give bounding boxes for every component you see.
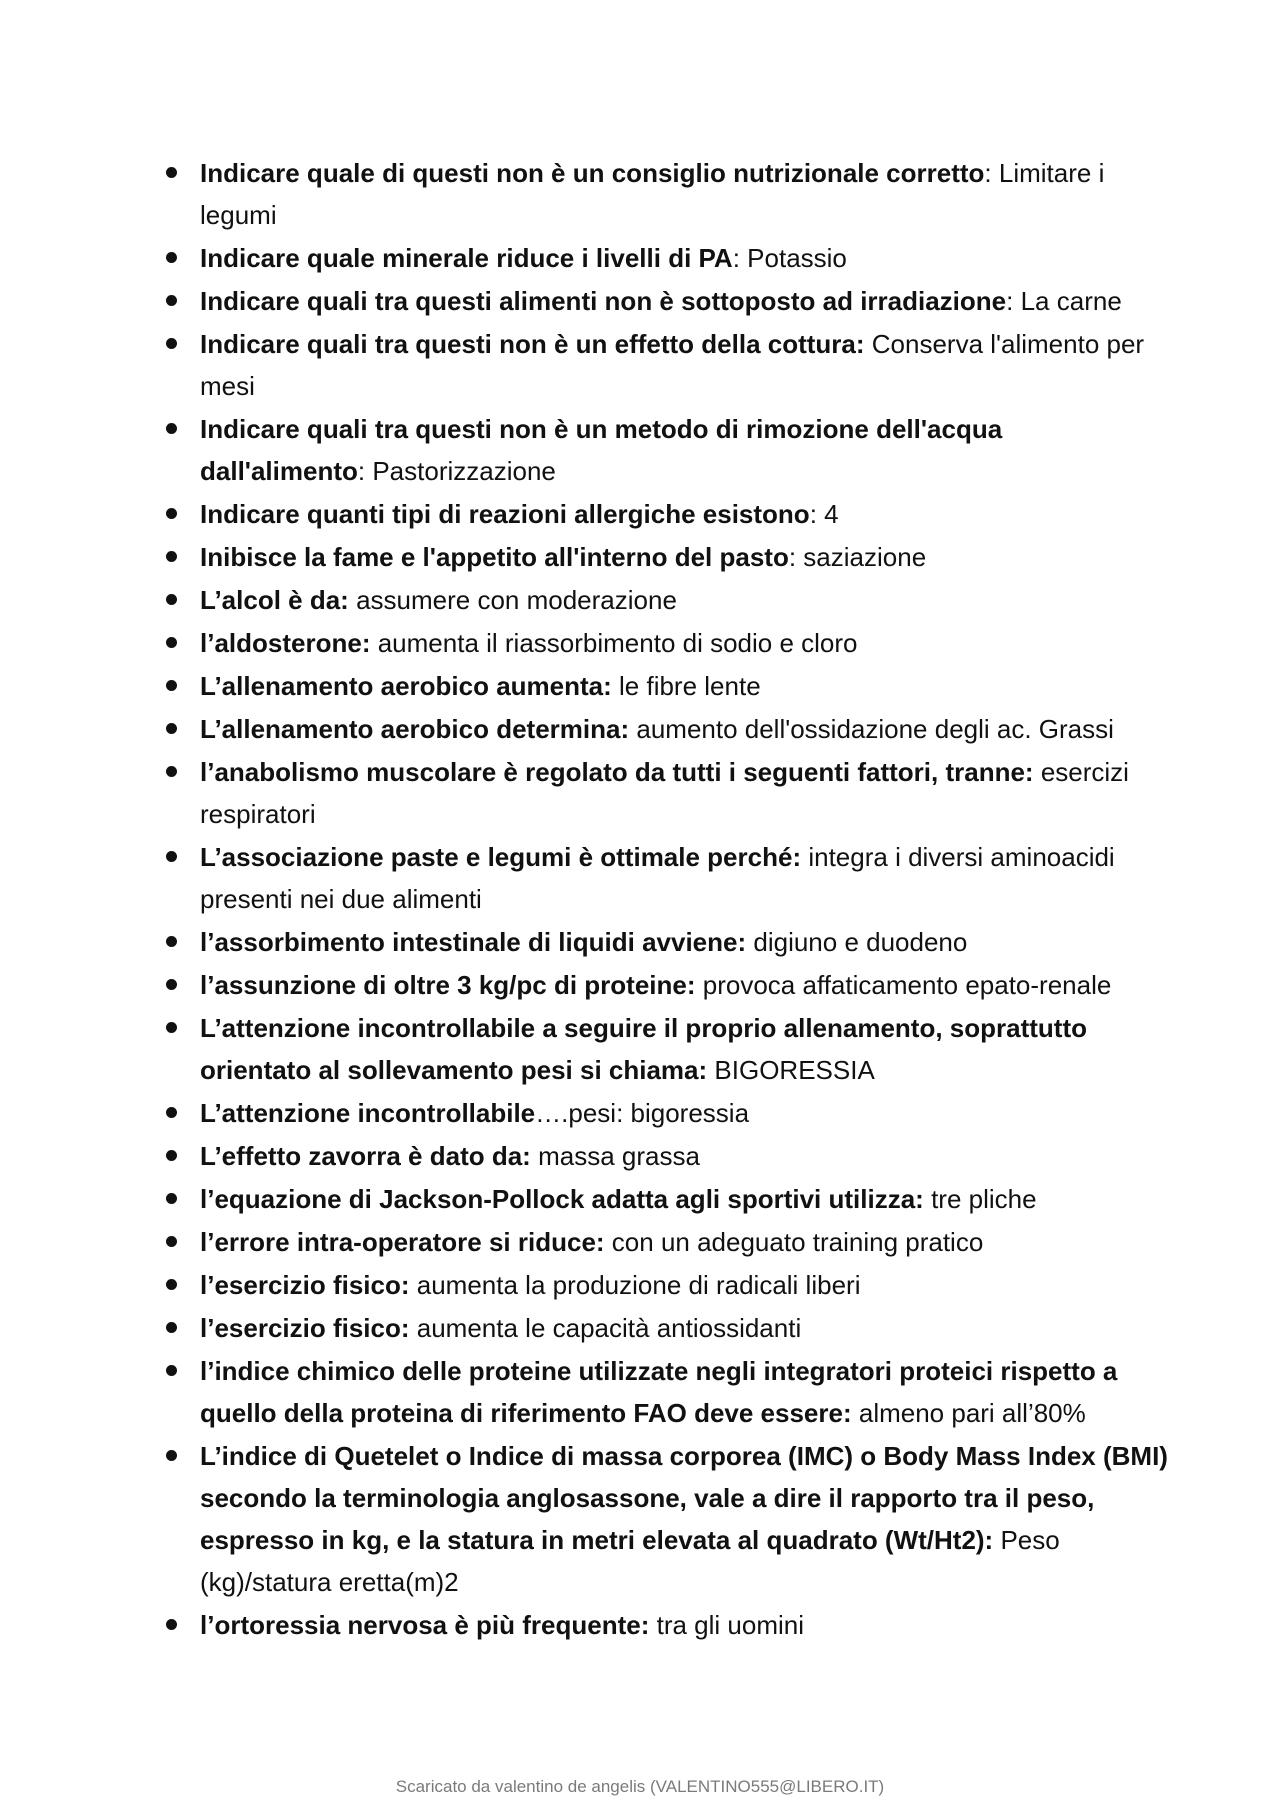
bullet-icon: [166, 1450, 177, 1461]
separator-text: [696, 970, 703, 1000]
list-item: [162, 152, 1172, 236]
question-text: Indicare quale di questi non è un consiglio nutrizionale corretto: [200, 158, 985, 188]
question-text: Indicare quanti tipi di reazioni allergiche esistono: [200, 499, 810, 529]
separator-text: [605, 1227, 612, 1257]
list-item: [162, 1092, 1172, 1134]
bullet-icon: [166, 1322, 177, 1333]
question-text: l’indice chimico delle proteine utilizzate negli integratori proteici rispetto a quello della proteina di riferimento FAO deve essere:: [200, 1356, 1118, 1428]
question-answer-list: [162, 152, 1172, 1647]
bullet-icon: [166, 551, 177, 562]
answer-text: integra i diversi aminoacidi presenti nei due alimenti: [200, 842, 1115, 914]
question-text: Inibisce la fame e l'appetito all'interno del pasto: [200, 542, 789, 572]
question-text: l’ortoressia nervosa è più frequente:: [200, 1610, 650, 1640]
bullet-icon: [166, 1193, 177, 1204]
question-text: Indicare quale minerale riduce i livelli di PA: [200, 243, 733, 273]
bullet-icon: [166, 637, 177, 648]
question-text: L’effetto zavorra è dato da:: [200, 1141, 531, 1171]
answer-text: BIGORESSIA: [714, 1055, 875, 1085]
question-text: l’equazione di Jackson-Pollock adatta agli sportivi utilizza:: [200, 1184, 924, 1214]
list-item: [162, 1264, 1172, 1306]
question-text: l’anabolismo muscolare è regolato da tutti i seguenti fattori, tranne:: [200, 757, 1034, 787]
answer-text: Limitare i legumi: [200, 158, 1105, 230]
bullet-icon: [166, 508, 177, 519]
separator-text: [865, 329, 872, 359]
bullet-icon: [166, 423, 177, 434]
list-item: [162, 836, 1172, 920]
question-text: L’indice di Quetelet o Indice di massa corporea (IMC) o Body Mass Index (BMI) secondo la terminologia anglosassone, vale a dire il rapporto tra il peso, espresso in kg, e la statura in metri elevata al quadrato (Wt/Ht2):: [200, 1441, 1168, 1555]
question-text: Indicare quali tra questi non è un effetto della cottura:: [200, 329, 865, 359]
separator-text: [852, 1398, 859, 1428]
answer-text: Potassio: [747, 243, 847, 273]
separator-text: [924, 1184, 931, 1214]
separator-text: [410, 1270, 417, 1300]
list-item: [162, 493, 1172, 535]
list-item: [162, 1135, 1172, 1177]
answer-text: aumenta la produzione di radicali liberi: [416, 1270, 861, 1300]
separator-text: :: [732, 243, 748, 273]
bullet-icon: [166, 1619, 177, 1630]
list-item: [162, 1435, 1172, 1603]
question-text: l’esercizio fisico:: [200, 1270, 410, 1300]
answer-text: aumento dell'ossidazione degli ac. Grassi: [636, 714, 1114, 744]
answer-text: con un adeguato training pratico: [611, 1227, 984, 1257]
separator-text: [649, 1610, 656, 1640]
answer-text: assumere con moderazione: [356, 585, 677, 615]
separator-text: [531, 1141, 538, 1171]
question-text: Indicare quali tra questi alimenti non è sottoposto ad irradiazione: [200, 286, 1007, 316]
answer-text: digiuno e duodeno: [753, 927, 968, 957]
question-text: L’allenamento aerobico aumenta:: [200, 671, 612, 701]
list-item: [162, 1307, 1172, 1349]
list-item: [162, 1007, 1172, 1091]
answer-text: tra gli uomini: [656, 1610, 804, 1640]
list-item: [162, 708, 1172, 750]
separator-text: :: [984, 158, 999, 188]
list-item: [162, 1604, 1172, 1646]
answer-text: La carne: [1020, 286, 1122, 316]
answer-text: 4: [824, 499, 839, 529]
question-text: l’errore intra-operatore si riduce:: [200, 1227, 605, 1257]
answer-text: aumenta le capacità antiossidanti: [416, 1313, 802, 1343]
list-item: [162, 1221, 1172, 1263]
question-text: Indicare quali tra questi non è un metodo di rimozione dell'acqua dall'alimento: [200, 414, 1003, 486]
answer-text: saziazione: [803, 542, 927, 572]
answer-text: almeno pari all’80%: [858, 1398, 1086, 1428]
question-text: l’esercizio fisico:: [200, 1313, 410, 1343]
bullet-icon: [166, 167, 177, 178]
bullet-icon: [166, 680, 177, 691]
bullet-icon: [166, 1150, 177, 1161]
question-text: l’assunzione di oltre 3 kg/pc di proteine:: [200, 970, 696, 1000]
list-item: [162, 921, 1172, 963]
list-item: [162, 536, 1172, 578]
bullet-icon: [166, 851, 177, 862]
list-item: [162, 408, 1172, 492]
bullet-icon: [166, 295, 177, 306]
bullet-icon: [166, 594, 177, 605]
list-item: [162, 751, 1172, 835]
question-text: L’attenzione incontrollabile a seguire il proprio allenamento, soprattutto orientato al sollevamento pesi si chiama:: [200, 1013, 1087, 1085]
bullet-icon: [166, 1107, 177, 1118]
list-item: [162, 1350, 1172, 1434]
bullet-icon: [166, 1236, 177, 1247]
list-item: [162, 323, 1172, 407]
bullet-icon: [166, 1365, 177, 1376]
separator-text: [370, 628, 377, 658]
bullet-icon: [166, 979, 177, 990]
bullet-icon: [166, 936, 177, 947]
answer-text: aumenta il riassorbimento di sodio e cloro: [377, 628, 858, 658]
bullet-icon: [166, 723, 177, 734]
separator-text: [410, 1313, 417, 1343]
separator-text: :: [1006, 286, 1021, 316]
separator-text: :: [357, 456, 373, 486]
question-text: L’alcol è da:: [200, 585, 349, 615]
separator-text: [1034, 757, 1041, 787]
list-item: [162, 964, 1172, 1006]
bullet-icon: [166, 252, 177, 263]
answer-text: Conserva l'alimento per mesi: [200, 329, 1145, 401]
bullet-icon: [166, 766, 177, 777]
download-footer: Scaricato da valentino de angelis (VALENTINO555@LIBERO.IT): [395, 1777, 885, 1796]
answer-text: esercizi respiratori: [200, 757, 1129, 829]
separator-text: [349, 585, 356, 615]
bullet-icon: [166, 338, 177, 349]
separator-text: :: [788, 542, 804, 572]
question-text: l’aldosterone:: [200, 628, 371, 658]
answer-text: le fibre lente: [619, 671, 761, 701]
answer-text: provoca affaticamento epato-renale: [702, 970, 1112, 1000]
question-text: L’allenamento aerobico determina:: [200, 714, 630, 744]
list-item: [162, 280, 1172, 322]
list-item: [162, 622, 1172, 664]
list-item: [162, 665, 1172, 707]
answer-text: ….pesi: bigoressia: [535, 1098, 750, 1128]
answer-text: massa grassa: [538, 1141, 700, 1171]
answer-text: tre pliche: [931, 1184, 1037, 1214]
answer-text: Pastorizzazione: [372, 456, 556, 486]
question-text: L’attenzione incontrollabile: [200, 1098, 536, 1128]
question-text: L’associazione paste e legumi è ottimale perché:: [200, 842, 802, 872]
bullet-icon: [166, 1279, 177, 1290]
question-text: l’assorbimento intestinale di liquidi avviene:: [200, 927, 747, 957]
separator-text: [612, 671, 619, 701]
list-item: [162, 579, 1172, 621]
bullet-icon: [166, 1022, 177, 1033]
separator-text: :: [809, 499, 825, 529]
list-item: [162, 1178, 1172, 1220]
answer-text: Peso (kg)/statura eretta(m)2: [200, 1525, 1060, 1597]
list-item: [162, 237, 1172, 279]
